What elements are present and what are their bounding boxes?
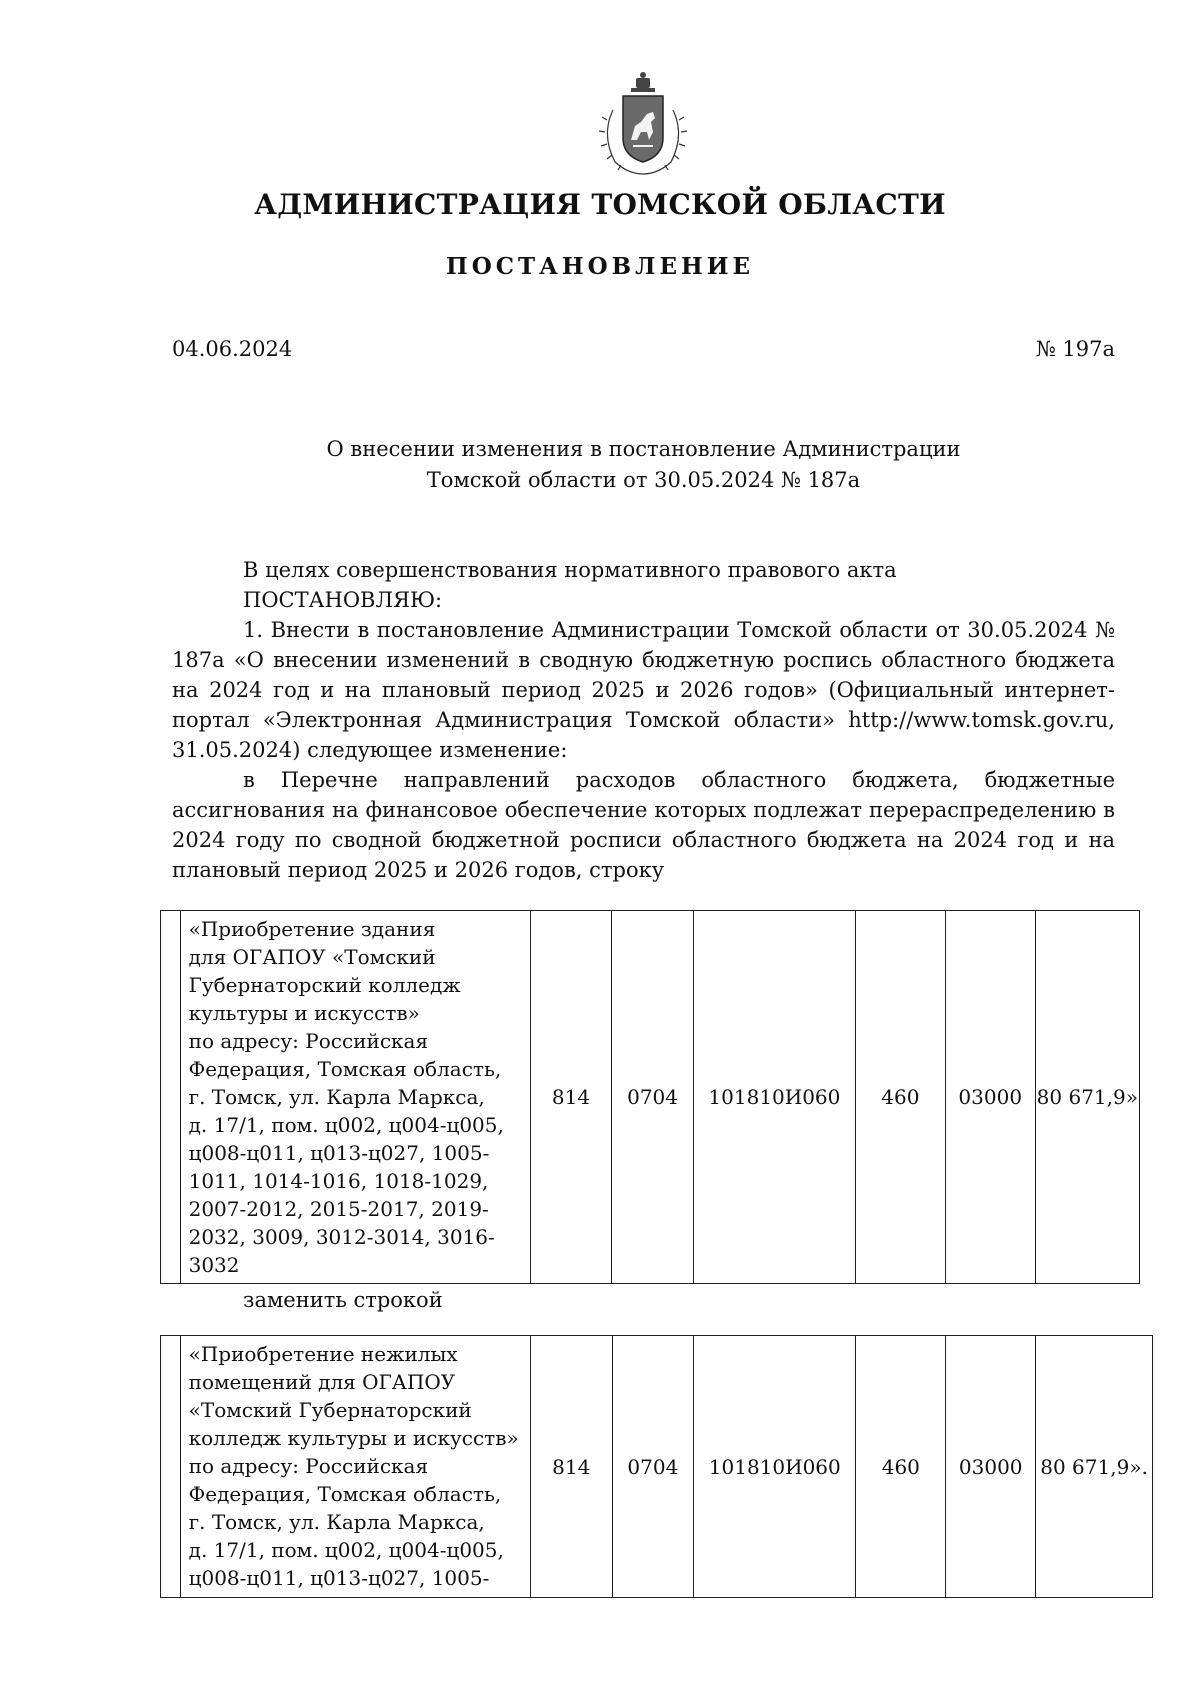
description-line: культуры и искусств» [188,1001,420,1025]
old-row-description [180,911,530,1284]
description-line: «Томский Губернаторский [188,1398,472,1422]
item-1-detail-paragraph: в Перечне направлений расходов областного бюджета, бюджетные ассигнования на финансовое обеспечение которых подлежат перераспределению в 2024 году по сводной бюджетной росписи областного бюджета на 2024 год и на плановый период 2025 и 2026 годов, строку [172,768,1115,882]
purpose-paragraph: В целях совершенствования нормативного правового акта [243,558,897,582]
new-row-table [160,1335,1153,1598]
description-line: по адресу: Российская [188,1029,429,1053]
description-line: г. Томск, ул. Карла Маркса, [188,1510,485,1534]
document-subject [172,434,1115,496]
description-line: Федерация, Томская область, [188,1057,502,1081]
table-row [161,1336,1153,1598]
new-row-code: 03000 [946,1336,1036,1598]
subject-line-1: О внесении изменения в постановление Администрации [326,437,961,461]
old-row-ministry: 814 [530,911,612,1284]
description-line: г. Томск, ул. Карла Маркса, [188,1085,485,1109]
description-line: 1011, 1014-1016, 1018-1029, [188,1169,489,1193]
description-line: Губернаторский колледж [188,973,461,997]
old-row-code: 03000 [945,911,1035,1284]
old-row-section: 0704 [612,911,694,1284]
old-row-expense-type: 460 [855,911,945,1284]
document-type: ПОСТАНОВЛЕНИЕ [446,253,754,280]
description-line: Федерация, Томская область, [188,1482,502,1506]
description-line: по адресу: Российская [188,1454,429,1478]
old-row-table [160,910,1140,1284]
document-date: 04.06.2024 [172,337,293,361]
new-row-description [180,1336,530,1598]
row-marker-cell [161,911,181,1284]
document-body [172,555,1115,885]
replace-with-text: заменить строкой [243,1288,443,1312]
new-row-amount: 80 671,9». [1036,1336,1153,1598]
row-marker-cell [161,1336,181,1598]
description-line: колледж культуры и искусств» [188,1426,519,1450]
coat-of-arms-emblem [593,70,693,180]
item-1-paragraph: 1. Внести в постановление Администрации Томской области от 30.05.2024 № 187а «О внесении изменений в сводную бюджетную роспись областного бюджета на 2024 год и на плановый период 2025 и 2026 годов» (Официальный интернет-портал «Электронная Администрация Томской области» http://www.tomsk.gov.ru, 31.05.2024) следующее изменение: [172,618,1115,762]
subject-line-2: Томской области от 30.05.2024 № 187а [426,468,861,492]
new-row-expense-type: 460 [856,1336,946,1598]
resolve-heading: ПОСТАНОВЛЯЮ: [243,588,443,612]
old-row-amount: 80 671,9» [1035,911,1139,1284]
description-line: ц008-ц011, ц013-ц027, 1005- [188,1566,490,1590]
new-row-ministry: 814 [530,1336,612,1598]
new-row-section: 0704 [612,1336,694,1598]
description-line: 2032, 3009, 3012-3014, 3016- [188,1225,495,1249]
description-line: 3032 [188,1253,240,1277]
old-row-target-article: 101810И060 [693,911,855,1284]
description-line: д. 17/1, пом. ц002, ц004-ц005, [188,1538,504,1562]
description-line: для ОГАПОУ «Томский [188,945,436,969]
description-line: ц008-ц011, ц013-ц027, 1005- [188,1141,490,1165]
description-line: д. 17/1, пом. ц002, ц004-ц005, [188,1113,504,1137]
document-number: № 197а [1035,337,1115,361]
description-line: «Приобретение здания [188,917,436,941]
new-row-target-article: 101810И060 [694,1336,856,1598]
description-line: 2007-2012, 2015-2017, 2019- [188,1197,489,1221]
description-line: помещений для ОГАПОУ [188,1370,456,1394]
description-line: «Приобретение нежилых [188,1342,458,1366]
table-row [161,911,1140,1284]
organization-title: АДМИНИСТРАЦИЯ ТОМСКОЙ ОБЛАСТИ [254,188,946,221]
